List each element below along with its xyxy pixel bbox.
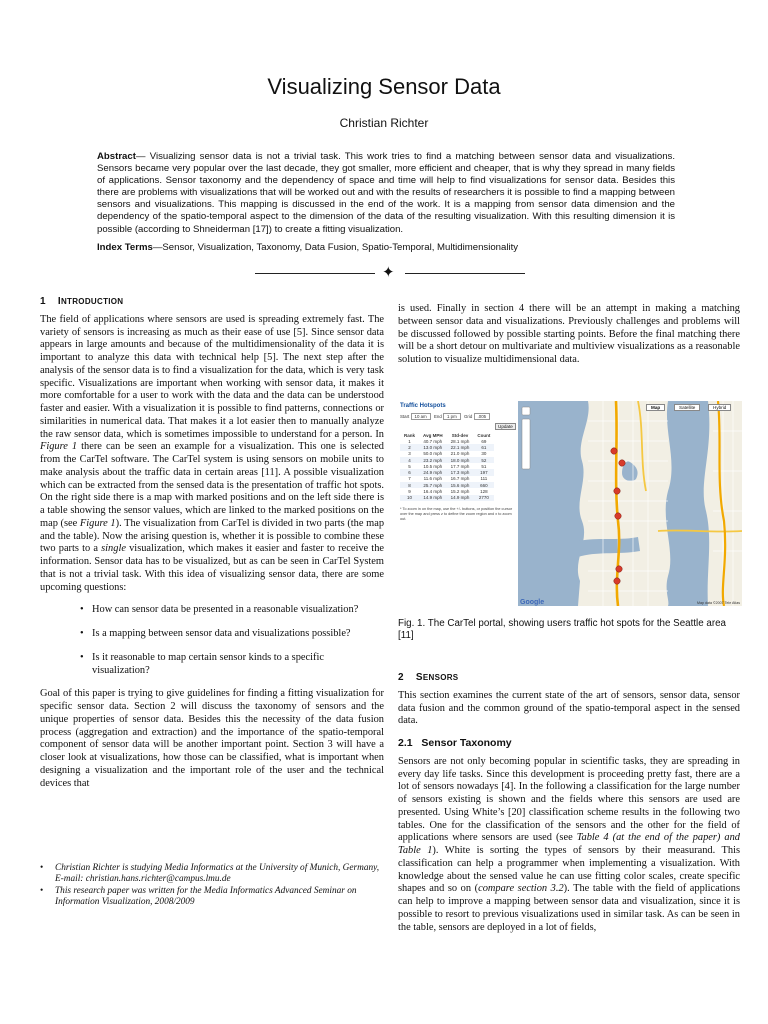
table-header: Avg MPH <box>423 433 443 438</box>
section-2-intro: This section examines the current state of the art of sensors, sensor data, sensor data fusion and the common ground of the spatio-temporal aspect in the sensed data. <box>398 689 740 727</box>
list-item: • Is a mapping between sensor data and visualizations possible? <box>80 628 351 639</box>
index-terms-label: Index Terms <box>97 242 153 253</box>
table-row[interactable]: 5 10.5 mph 17.7 mph 51 <box>408 463 487 469</box>
section-divider <box>255 265 525 281</box>
intro-paragraph-2: Goal of this paper is trying to give guidelines for finding a fitting visualization for specific sensor data. Section 2 will discuss the taxonomy of sensors and the unique properties of sensor data. Besides this the necessity of the data fusion process (aggregation and extraction) and the importance of the spatio-temporal component of sensor data will be another important point. Section 3 will have a closer look at visualizations, how those can be classified, what is important when designing a visualization and the important role of the user and the technical devices that <box>40 688 384 789</box>
table-row[interactable]: 9 16.4 mph 15.2 mph 128 <box>408 489 488 495</box>
table-header: Std-dev <box>451 433 469 438</box>
section-1-number: 1 <box>40 296 46 307</box>
abstract <box>97 151 675 236</box>
bullet-icon: • <box>80 604 84 616</box>
table-row[interactable]: 2 13.0 mph 22.1 mph 61 <box>400 444 494 450</box>
footnote: • This research paper was written for the Media Informatics Advanced Seminar on Information Visualization, 2008/2009 <box>40 885 357 907</box>
section-2-1-paragraph: Sensors are not only becoming popular in scientific tasks, they are spreading in every day life tasks. Since this development is proceeding pretty fast, there are a lot of sensors nowadays [4]. In the following a classification for the large number of sensors existing is shown and the fields where this sensors are used are presented. Using White’s [20] classification scheme results in the following two tables. One for the classification of the sensors and the other for the field of applications where sensors are used (see Table 4 (at the end of the paper) and Table 1). White is sorting the types of sensors by their measurand. This classification can help a programmer when implementing a visualization. With knowledge about the sensed value he can use fitting color scales, create specific shapes and so on (compare section 3.2). The table with the field of applications can help to improve a mapping between sensor data and visualization, since it is possible to resort to previous visualizations used in similar task. As can be seen in the table, sensors are deployed in a lot of fields, <box>398 755 740 933</box>
index-terms-text: —Sensor, Visualization, Taxonomy, Data Fusion, Spatio-Temporal, Multidimensionality <box>152 242 519 253</box>
index-terms <box>97 242 675 254</box>
left-column <box>40 296 384 790</box>
map-graphic <box>518 401 742 606</box>
list-item: • Is it reasonable to map certain sensor kinds to a specific visualization? <box>80 651 324 676</box>
bullet-icon: • <box>40 885 44 896</box>
right-column-top <box>398 303 740 367</box>
hybrid-view-button[interactable]: Hybrid <box>708 404 731 411</box>
map-view-button[interactable]: Map <box>646 404 665 411</box>
paper-title: Visualizing Sensor Data <box>267 74 501 99</box>
figure-controls: Start 10 am End 1 pm Grid .005 <box>400 413 492 420</box>
map-logo: Google <box>520 599 545 606</box>
table-row[interactable]: 6 24.9 mph 17.3 mph 197 <box>400 469 494 475</box>
table-row[interactable]: 7 11.6 mph 16.7 mph 111 <box>408 476 488 482</box>
list-item: • How can sensor data be presented in a reasonable visualization? <box>80 604 359 616</box>
bullet-icon: • <box>80 651 84 663</box>
question-list <box>40 604 384 677</box>
intro-paragraph-3: is used. Finally in section 4 there will be an attempt in making a matching between sensor data and visualizations. Previously challenges and problems will be discussed followed by possible starting points. Before the final matching there will be a short detour on multivariate and multiview visualizations as a reasonable solution to visualize multidimensional data. <box>398 303 740 365</box>
divider-line-left <box>255 273 375 274</box>
grid-select[interactable]: .005 <box>474 413 491 420</box>
abstract-text: — Visualizing sensor data is not a trivial task. This work tries to find a matching between sensor data and visualizations. Sensors became very popular over the last decade, they got smaller, more efficient and cheaper, that is why they spread in many fields of applications. Sensor taxonomy and the dependency of space and time will help to find visualizations for sensor data. Besides this there are problems with visualizations that will be worked out and with the results of researchers it is possible to find a mapping between sensors and visualizations. This mapping is discussed in the end of the work. It is a mapping from sensor data dimension and the dependency of the spatio-temporal aspect to the dimension of the data of the resulting visualization. With this resulting dimension it is possible (according to Shneiderman [17]) to create a fitting visualization. <box>97 151 675 235</box>
intro-paragraph-1: The field of applications where sensors are used is spreading extremely fast. The variety of sensors is increasing as much as their ease of use [5]. Since sensor data appears in large amounts and because of the multidimensionality of the data it is important to analyze this data with technical help [5]. The next step after the analysis of the sensor data is to find a visualization for the data, which is very task specific. Visualizations are important when working with sensor data, it makes it more comfortable for a user to work with the data and the data can be understood faster and easier. With a visualization it is possible to find patterns, connections or similarities in numerical data. That makes it a lot easier then to manually analyze the raw sensor data, which is sometimes impossible to understand for a person. In Figure 1 there can be seen an example for a visualization. This one is selected from the CarTel software. The CarTel system is using sensors on mobile units to make analysis about the traffic data in certain areas [11]. A possible visualization which can be extracted from the sensed data is the presentation of traffic hot spots. On the right side there is a map with marked positions and on the left side there is a table showing the sensor values, which are linked to the marked positions on the map (see Figure 1). The visualization from CarTel is divided in two parts (the map and the table). Now the arising question is, whether it is possible to combine these two parts to a single visualization, which makes it easier and faster to receive the information. Sensor data has to be visualized, but as can be seen in CarTel System that is not a trivial task. With this idea of visualizing sensor data, there are some upcoming questions: <box>40 313 385 593</box>
table-row[interactable]: 8 25.7 mph 15.6 mph 660 <box>400 482 494 488</box>
abstract-label: Abstract <box>97 151 136 162</box>
paper-author: Christian Richter <box>339 116 429 130</box>
satellite-view-button[interactable]: Satellite <box>674 404 700 411</box>
right-column-bottom <box>398 672 740 934</box>
figure-panel-title: Traffic Hotspots <box>400 403 446 409</box>
subsection-2-1-heading: 2.1 Sensor Taxonomy <box>398 737 512 749</box>
table-row[interactable]: 10 14.9 mph 14.9 mph 2770 <box>400 495 494 501</box>
bullet-icon: • <box>80 628 84 639</box>
traffic-map[interactable] <box>518 401 742 606</box>
table-row[interactable]: 1 40.7 mph 28.1 mph 69 <box>408 438 487 444</box>
table-row[interactable]: 4 23.2 mph 18.0 mph 52 <box>400 457 494 463</box>
section-1-heading: 1 INTRODUCTION <box>40 296 124 307</box>
figure-hotspot-panel <box>398 401 518 606</box>
divider-star-icon: ✦ <box>382 263 395 281</box>
footnote: • Christian Richter is studying Media Informatics at the University of Munich, Germany, E-mail: christian.hans.richter@campus.lmu.de <box>40 863 380 885</box>
hotspot-table <box>400 433 494 501</box>
figure-zoom-note: * To zoom in on the map, use the +/- buttons, or position the cursor over the map and press z to define the zoom region and x to zoom out. <box>400 507 513 521</box>
table-header: Rank <box>404 433 416 438</box>
figure-1 <box>398 401 742 606</box>
table-header: Count <box>477 433 491 438</box>
figure-caption: Fig. 1. The CarTel portal, showing users traffic hot spots for the Seattle area [11] <box>398 618 726 641</box>
map-copyright: Map data ©2007 Tele Atlas <box>697 601 740 605</box>
section-2-heading: 2 SENSORS <box>398 672 459 683</box>
table-row[interactable]: 3 50.0 mph 21.0 mph 30 <box>408 451 487 457</box>
start-select[interactable]: 10 am <box>411 413 431 420</box>
section-2-number: 2 <box>398 672 404 683</box>
bullet-icon: • <box>40 863 44 873</box>
divider-line-right <box>405 273 525 274</box>
update-button[interactable]: Update <box>495 423 516 430</box>
footnotes <box>40 863 384 908</box>
end-select[interactable]: 1 pm <box>443 413 461 420</box>
